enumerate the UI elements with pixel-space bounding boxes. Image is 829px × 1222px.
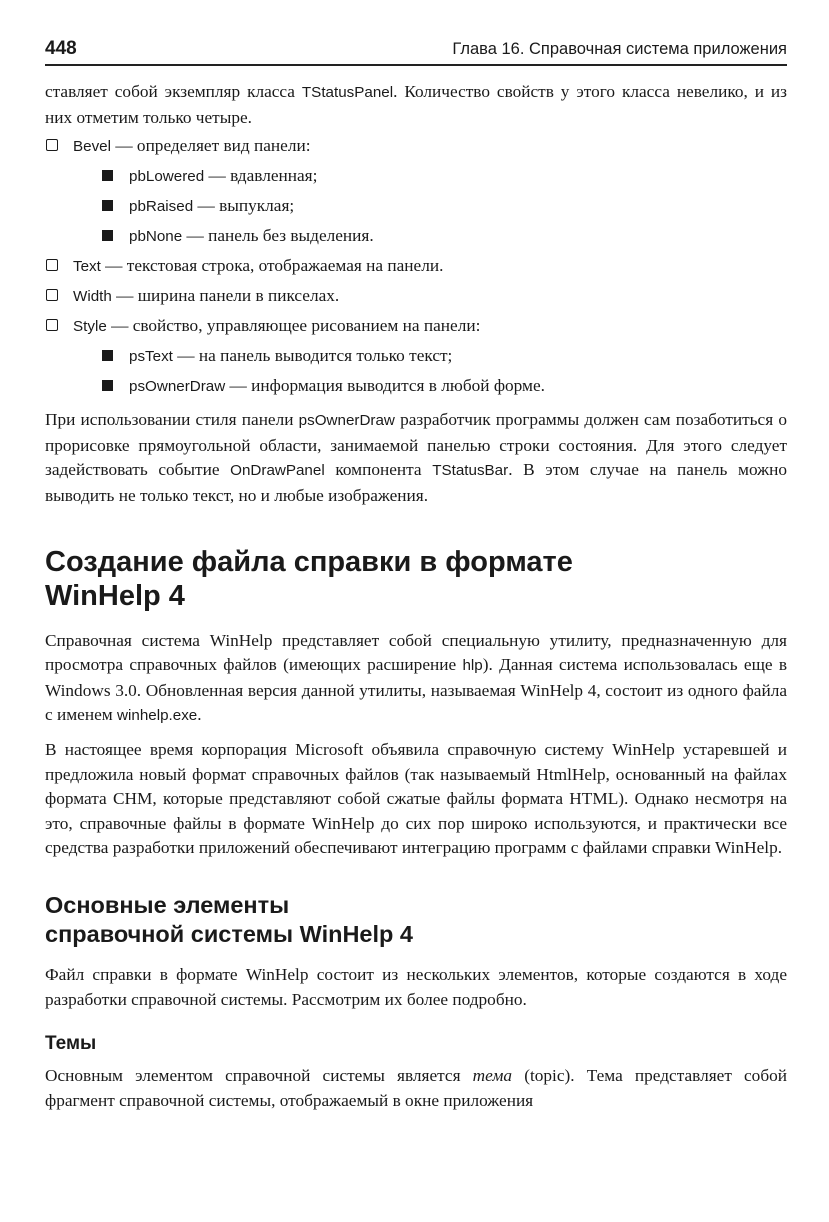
property-list	[45, 133, 787, 399]
section-heading: Создание файла справки в формате WinHelp 4	[45, 545, 573, 612]
checkbox-bullet-icon	[46, 259, 58, 271]
running-title: Глава 16. Справочная система приложения	[452, 40, 787, 58]
document-page	[45, 38, 787, 1113]
style-values-list	[73, 343, 787, 399]
list-item: psOwnerDraw — информация выводится в любой форме.	[73, 373, 787, 399]
topic-heading: Темы	[45, 1033, 97, 1055]
list-item-style: Style — свойство, управляющее рисованием на панели: psText — на панель выводится только текст; psOwnerDraw — информация выводится в любой форме.	[45, 313, 787, 399]
list-item: pbRaised — выпуклая;	[73, 193, 787, 219]
code-term: TStatusPanel	[301, 84, 394, 101]
winhelp-paragraph-2: В настоящее время корпорация Microsoft объявила справочную систему WinHelp устаревшей и предложила новый формат справочных файлов (так называемый HtmlHelp, основанный на файлах формата CHM, которые представляют собой сжатые файлы формата HTML). Однако несмотря на это, справочные файлы в формате WinHelp до сих пор широко используются, и практически все средства разработки приложений обеспечивают интеграцию программ с файлами справки WinHelp.	[45, 739, 787, 858]
list-item-text: Text — текстовая строка, отображаемая на панели.	[45, 253, 787, 279]
elements-paragraph: Файл справки в формате WinHelp состоит из нескольких элементов, которые создаются в ходе разработки справочной системы. Рассмотрим их более подробно.	[45, 964, 787, 1009]
ownerdraw-paragraph: При использовании стиля панели psOwnerDraw разработчик программы должен сам позаботиться о прорисовке прямоугольной области, занимаемой панелью строки состояния. Для этого следует задействовать событие OnDrawPanel компонента TStatusBar. В этом случае на панель можно выводить не только текст, но и любые изображения.	[45, 410, 787, 505]
subsection-heading: Основные элементы справочной системы WinHelp 4	[45, 891, 413, 947]
bevel-values-list	[73, 163, 787, 249]
list-item-width: Width — ширина панели в пикселах.	[45, 283, 787, 309]
page-number: 448	[45, 38, 77, 59]
list-item: pbLowered — вдавленная;	[73, 163, 787, 189]
list-item: pbNone — панель без выделения.	[73, 223, 787, 249]
square-bullet-icon	[102, 380, 113, 391]
running-header	[45, 38, 787, 66]
checkbox-bullet-icon	[46, 139, 58, 151]
checkbox-bullet-icon	[46, 289, 58, 301]
topics-paragraph: Основным элементом справочной системы является тема (topic). Тема представляет собой фрагмент справочной системы, отображаемый в окне приложения	[45, 1066, 788, 1110]
winhelp-paragraph-1: Справочная система WinHelp представляет собой специальную утилиту, предназначенную для просмотра справочных файлов (имеющих расширение hlp). Данная система использовалась еще в Windows 3.0. Обновленная версия данной утилиты, называемая WinHelp 4, состоит из одного файла с именем winhelp.exe.	[45, 630, 788, 725]
intro-paragraph: ставляет собой экземпляр класса TStatusPanel. Количество свойств у этого класса невелико, и из них отметим только четыре.	[45, 82, 787, 127]
square-bullet-icon	[102, 200, 113, 211]
square-bullet-icon	[102, 170, 113, 181]
list-item-bevel: Bevel — определяет вид панели: pbLowered — вдавленная; pbRaised — выпуклая; pbNone — панель без выделения.	[45, 133, 787, 249]
square-bullet-icon	[102, 230, 113, 241]
checkbox-bullet-icon	[46, 319, 58, 331]
list-item: psText — на панель выводится только текст;	[73, 343, 787, 369]
square-bullet-icon	[102, 350, 113, 361]
